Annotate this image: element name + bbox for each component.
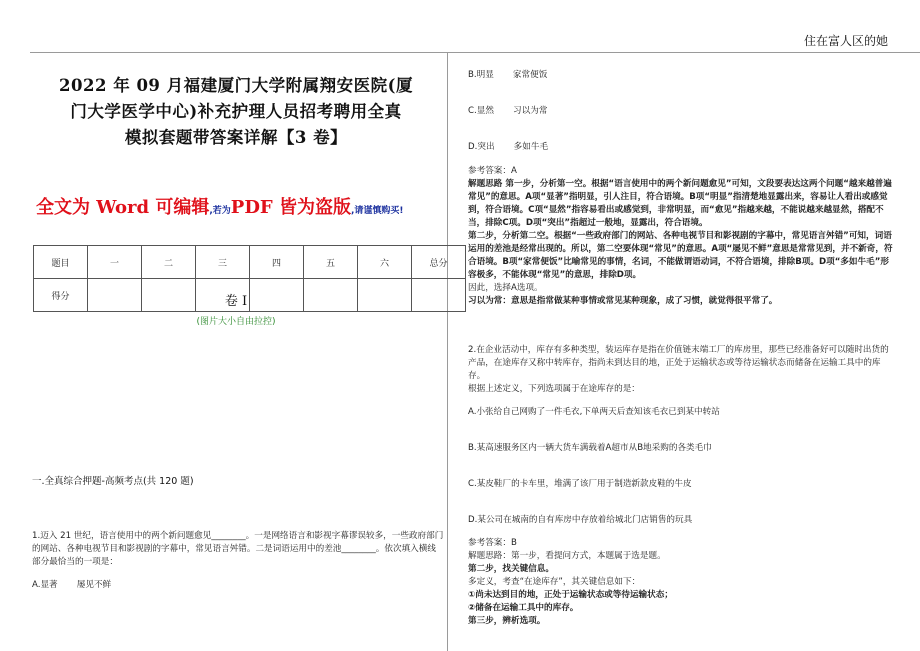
answer-label: 参考答案：A	[468, 166, 517, 176]
analysis-line: 多定义，考查“在途库存”，其关键信息如下：	[468, 577, 641, 587]
analysis-line: 第三步，辨析选项。	[468, 616, 546, 626]
question-2-option-c: C.某皮鞋厂的卡车里，堆满了该厂用于制造新款皮鞋的牛皮	[468, 479, 692, 489]
analysis-extra: 习以为常：意思是指常做某种事情或常见某种现象，成了习惯，就觉得很平常了。	[468, 296, 778, 306]
header-right-text: 住在富人区的她	[803, 34, 888, 48]
question-2-body: 2.在企业活动中，库存有多种类型，装运库存是指在价值链末端工厂的库房里，那些已经准备好可以随时出货的产品，在途库存又称中转库存，指尚未到达目的地，正处于运输状态或等待运输状态而储备在运输工具中的库存。	[468, 345, 889, 381]
score-cell: 题目	[34, 246, 88, 279]
question-2-answer	[468, 537, 893, 628]
analysis-paragraph: 第二步，分析第二空。根据“一些政府部门的网站、各种电视节目和影视剧的字幕中，常见语言舛错”可知，词语运用的差池是经常出现的。所以，第二空要体现“常见”的意思。A项“屡见不鲜”意思是常常见到，并不新奇，符合语境。B项“家常便饭”比喻常见的事情，名词，不能做谓语动词，不符合语境，排除B项。D项“多如牛毛”形容极多，不能体现“常见”的意思，排除D项。	[468, 231, 893, 280]
score-cell: 得分	[34, 279, 88, 312]
section-heading: 一.全真综合押题-高频考点(共 120 题)	[32, 476, 194, 487]
volume-heading: 卷 I	[224, 294, 248, 309]
score-cell: 三	[196, 246, 250, 279]
score-cell: 总分	[412, 246, 466, 279]
question-1-option-b: B.明显 家常便饭	[468, 70, 548, 80]
question-2-option-a: A.小张给自己网购了一件毛衣,下单两天后查知该毛衣已到某中转站	[468, 407, 720, 417]
title-line-1: 2022 年 09 月福建厦门大学附属翔安医院(厦	[59, 76, 413, 95]
question-1-answer	[468, 165, 893, 308]
question-2-prompt: 根据上述定义，下列选项属于在途库存的是：	[468, 384, 640, 394]
question-1-option-c: C.显然 习以为常	[468, 106, 548, 116]
notice-word-editable: 全文为 Word 可编辑	[36, 197, 210, 218]
score-cell: 四	[250, 246, 304, 279]
answer-label: 参考答案：B	[468, 538, 517, 548]
question-1-option-d: D.突出 多如牛毛	[468, 142, 549, 152]
score-cell: 二	[142, 246, 196, 279]
header-rule	[30, 52, 920, 53]
table-caption: (图片大小自由拉控)	[196, 317, 276, 327]
analysis-paragraph: 解题思路 第一步，分析第一空。根据“语言使用中的两个新问题愈见”可知，文段要表达这两个问题“越来越普遍常见”的意思。A项“显著”指明显，引人注目，符合语境。B项“明显”指清楚地显露出来，容易让人看出或感觉到，符合语境。C项“显然”指容易看出或感觉到，非常明显，而“愈见”指越来越，不能说越来越显然，搭配不当，排除C项。D项“突出”指超过一般地，显露出，符合语境。	[468, 179, 892, 228]
score-table-header-row	[34, 246, 466, 279]
question-1-option-a: A.显著 屡见不鲜	[32, 580, 112, 590]
question-2-option-b: B.某高速服务区内一辆大货车满载着A超市从B地采购的各类毛巾	[468, 443, 712, 453]
score-cell: 一	[88, 246, 142, 279]
title-line-3: 模拟套题带答案详解【3 卷】	[124, 128, 348, 147]
score-cell: 六	[358, 246, 412, 279]
copyright-notice	[36, 193, 448, 219]
notice-buy-caution: ,请谨慎购买!	[350, 206, 404, 216]
title-line-2: 门大学医学中心)补充护理人员招考聘用全真	[70, 102, 402, 121]
question-2-text	[468, 344, 893, 396]
question-1-text: 1.迈入 21 世纪，语言使用中的两个新问题愈见________。一是网络语言和影视字幕谬误较多，一些政府部门的网站、各种电视节目和影视剧的字幕中，常见语言舛错。二是词语运用中的差池________。依次填入横线部分最恰当的一项是：	[32, 531, 444, 567]
question-2-option-d: D.某公司在城南的自有库房中存放着给城北门店销售的玩具	[468, 515, 693, 525]
analysis-line: ②储备在运输工具中的库存。	[468, 603, 579, 613]
notice-connector: ,若为	[209, 206, 231, 216]
analysis-line: 第二步，找关键信息。	[468, 564, 554, 574]
notice-pdf-piracy: PDF 皆为盗版	[230, 197, 351, 218]
analysis-conclusion: 因此，选择A选项。	[468, 283, 543, 293]
score-cell: 五	[304, 246, 358, 279]
column-divider	[447, 52, 448, 651]
document-title	[30, 73, 442, 151]
analysis-line: 解题思路：第一步，看提问方式，本题属于选是题。	[468, 551, 666, 561]
analysis-line: ①尚未达到目的地，正处于运输状态或等待运输状态；	[468, 590, 673, 600]
